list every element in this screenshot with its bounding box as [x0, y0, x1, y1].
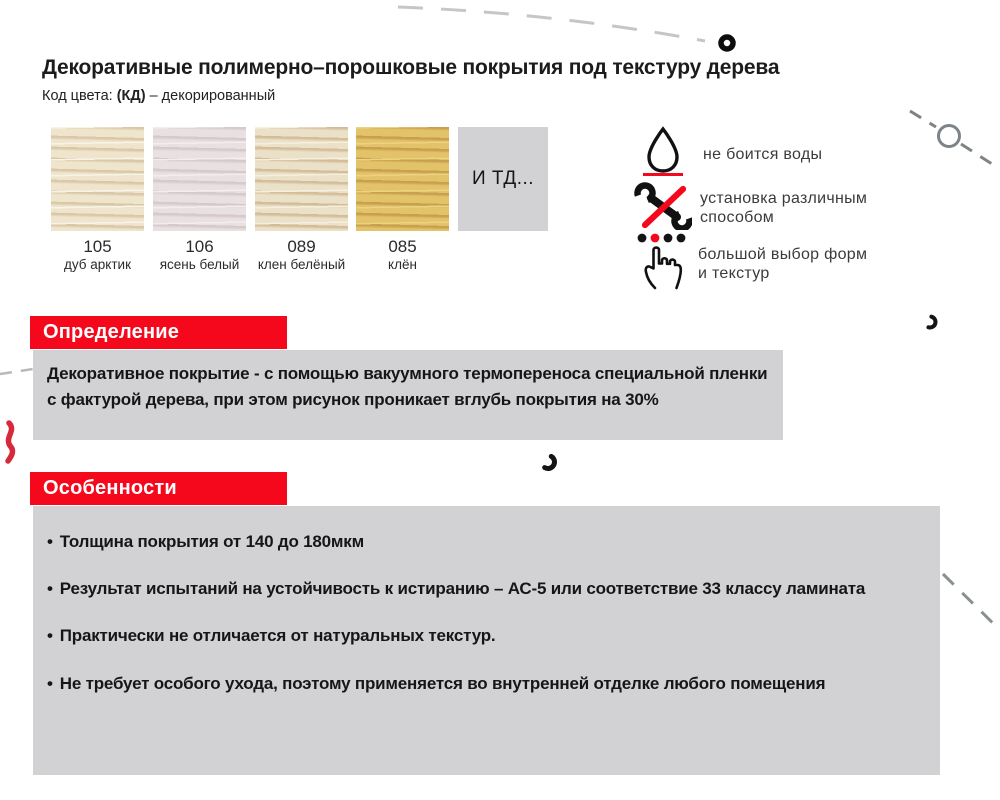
bullet-text: Практически не отличается от натуральных текстур. — [59, 626, 496, 646]
bottomright-dashed-line — [943, 574, 1000, 634]
feature-bullet — [47, 575, 924, 602]
feature-label-choice — [698, 245, 867, 283]
swatch-label — [147, 236, 252, 274]
swatch-label — [350, 236, 455, 274]
swatch-name: клён — [388, 257, 417, 273]
feature-label-line: большой выбор форм — [698, 246, 868, 263]
etc-placeholder-box — [458, 127, 548, 231]
crescent-center — [539, 453, 557, 471]
topright-dashed-line-a — [910, 111, 936, 127]
features-body — [33, 506, 940, 775]
red-squiggle — [8, 423, 13, 461]
swatch-name: ясень белый — [159, 257, 240, 273]
page-title: Декоративные полимерно–порошковые покрытия под текстуру дерева — [42, 56, 780, 79]
feature-bullet — [47, 670, 924, 697]
swatch-code: 106 — [185, 237, 214, 256]
swatch-name: клен белёный — [257, 257, 346, 273]
feature-label-line: и текстур — [698, 265, 770, 283]
bullet-glyph: • — [47, 532, 53, 551]
donut-dot — [721, 37, 733, 49]
crescent-right — [923, 315, 936, 328]
definition-body: Декоративное покрытие - с помощью вакуумного термопереноса специальной пленки с фактурой дерева, при этом рисунок проникает вглубь покрытия на 30% — [33, 350, 783, 440]
water-drop-icon — [641, 126, 685, 176]
features-heading: Особенности — [30, 472, 287, 505]
bullet-glyph: • — [47, 626, 53, 646]
subtitle-suffix: – декорированный — [145, 88, 276, 104]
wood-swatch-106[interactable] — [153, 127, 246, 231]
left-dashed-line — [0, 369, 33, 374]
subtitle-prefix: Код цвета: — [42, 88, 117, 104]
wrench-screwdriver-icon — [634, 182, 692, 230]
wood-swatch-089[interactable] — [255, 127, 348, 231]
topright-dashed-line-b — [961, 144, 992, 164]
color-code-subtitle — [42, 88, 275, 104]
feature-label-water — [703, 145, 822, 164]
swatch-label — [45, 236, 150, 274]
swatch-code: 105 — [83, 237, 112, 256]
bullet-text: Результат испытаний на устойчивость к истиранию – АС-5 или соответствие 33 классу ламината — [59, 579, 866, 599]
feature-label-install — [700, 189, 867, 227]
wood-swatch-085[interactable] — [356, 127, 449, 231]
swatch-name: дуб арктик — [64, 257, 131, 273]
top-dashed-curve — [398, 7, 705, 41]
feature-label-line: установка различным — [700, 190, 868, 207]
swatch-code: 089 — [287, 237, 316, 256]
wood-swatch-105[interactable] — [51, 127, 144, 231]
subtitle-code: (КД) — [116, 88, 146, 104]
etc-label: И ТД... — [471, 168, 535, 189]
bullet-glyph: • — [47, 673, 53, 693]
feature-bullet — [47, 622, 924, 649]
definition-heading: Определение — [30, 316, 287, 349]
bullet-glyph: • — [47, 579, 53, 599]
feature-label-line: не боится воды — [703, 146, 823, 163]
bullet-text: Не требует особого ухода, поэтому применяется во внутренней отделке любого помещения — [59, 673, 826, 693]
hand-pointer-icon — [634, 232, 696, 290]
topright-circle — [939, 126, 960, 147]
swatch-label — [249, 236, 354, 274]
bullet-text: Толщина покрытия от 140 до 180мкм — [59, 532, 364, 551]
swatch-code: 085 — [388, 237, 417, 256]
feature-bullet — [47, 528, 924, 555]
feature-label-line: способом — [700, 209, 775, 227]
